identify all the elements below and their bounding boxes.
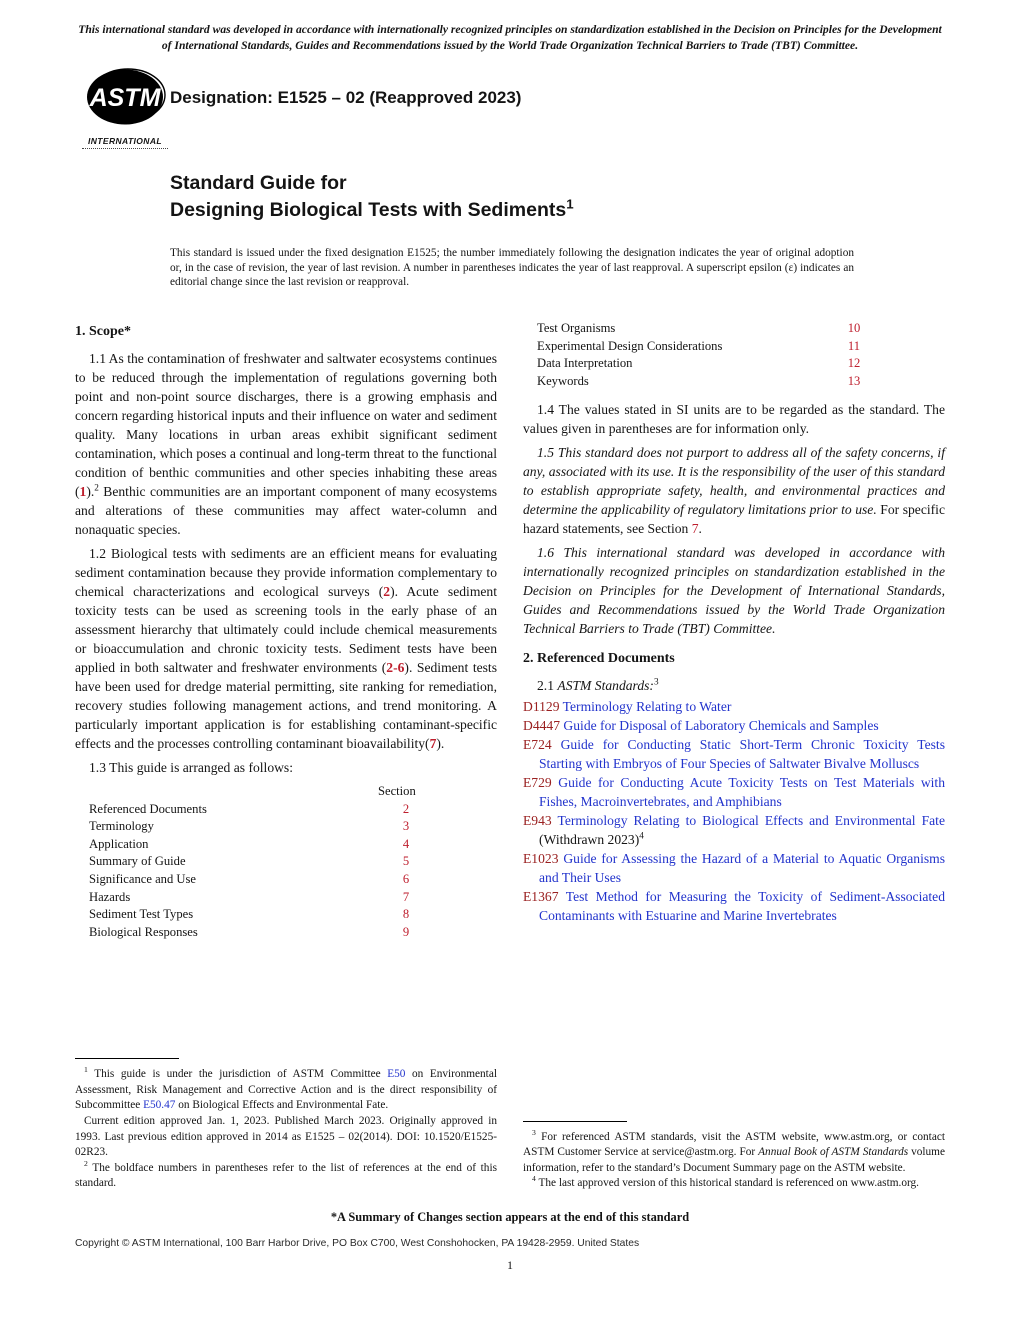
paragraph-1-4: 1.4 The values stated in SI units are to be regarded as the standard. The values given in parentheses are for information only. [523, 402, 945, 437]
title-line-1: Standard Guide for [170, 172, 347, 194]
toc-row [89, 801, 434, 819]
toc-section-link[interactable]: 11 [847, 338, 861, 353]
astm-logo [82, 68, 168, 149]
copyright-line: Copyright © ASTM International, 100 Barr Harbor Drive, PO Box C700, West Conshohocken, PA 19428-2959. United States [75, 1238, 640, 1249]
standard-link-E724[interactable]: E724 [523, 737, 552, 753]
footnote-1: $^1$ This guide is under the jurisdiction of ASTM Committee E50 on Environmental Assessment, Risk Management and Corrective Action and is the direct responsibility of Subcommittee E50.47 on Biological Effects and Environmental Fate. [75, 1065, 497, 1112]
toc-row [89, 924, 434, 942]
standard-item-E1023[interactable] [523, 849, 945, 887]
wto-notice: This international standard was developed in accordance with internationally recognized principles on standardization established in the Decision on Principles for the Development of International Standards, Guides and Recommendations issued by the World Trade Organization Technical Barriers to Trade (TBT) Committee. [78, 23, 942, 52]
astm-logo-subtext: INTERNATIONAL [82, 136, 168, 149]
toc-label: Biological Responses [89, 924, 198, 939]
toc-section-link[interactable]: 8 [402, 907, 410, 922]
left-column [75, 320, 497, 1192]
standard-link-D4447[interactable]: D4447 [523, 718, 561, 734]
toc-section-link[interactable]: 10 [847, 321, 861, 335]
reference-link-7[interactable]: 7 [429, 736, 437, 751]
standard-title-E1023[interactable]: Guide for Assessing the Hazard of a Material to Aquatic Organisms and Their Uses [539, 851, 945, 886]
toc-label: Application [89, 836, 149, 851]
guide-contents-table-continued [537, 320, 882, 390]
footnote-2: $^2$ The boldface numbers in parentheses refer to the list of references at the end of this standard. [75, 1159, 497, 1190]
paragraph-2-1: 2.1 ASTM Standards:$^3$ [537, 676, 659, 694]
standard-title-E1367[interactable]: Test Method for Measuring the Toxicity of Sediment-Associated Contaminants with Estuarine and Marine Invertebrates [539, 889, 945, 924]
footnote-divider [75, 1058, 179, 1059]
reference-link-1[interactable]: 1 [79, 484, 87, 499]
toc-row [89, 818, 434, 836]
toc-row [537, 373, 882, 391]
reference-link-2-6[interactable]: 2-6 [386, 660, 405, 675]
astm-standards-list [523, 697, 945, 925]
toc-label: Test Organisms [537, 321, 616, 335]
toc-section-link[interactable]: 12 [847, 356, 861, 371]
toc-label: Summary of Guide [89, 854, 186, 869]
standard-item-D4447[interactable] [523, 716, 945, 735]
standard-link-E1367[interactable]: E1367 [523, 889, 559, 905]
toc-label: Experimental Design Considerations [537, 338, 723, 353]
standard-item-E724[interactable] [523, 735, 945, 773]
referenced-documents-heading: 2. Referenced Documents [523, 651, 675, 667]
toc-section-link[interactable]: 13 [847, 373, 861, 388]
paragraph-1-5: 1.5 This standard does not purport to address all of the safety concerns, if any, associated with its use. It is the responsibility of the user of this standard to establish appropriate safety, health, and environmental practices and determine the applicability of regulatory limitations prior to use. For specific hazard statements, see Section 7. [523, 445, 945, 537]
standard-link-E943[interactable]: E943 [523, 813, 552, 829]
toc-section-link[interactable]: 4 [402, 836, 410, 851]
footnote-divider [523, 1121, 627, 1122]
toc-row [537, 320, 882, 338]
toc-label: Data Interpretation [537, 356, 633, 371]
astm-logo-text: ASTM [89, 84, 161, 112]
toc-header-row [89, 783, 434, 801]
guide-contents-table [89, 783, 434, 941]
section-link-7[interactable]: 7 [691, 521, 699, 537]
standard-title-D1129[interactable]: Terminology Relating to Water [562, 699, 732, 715]
toc-label: Hazards [89, 889, 131, 904]
toc-section-link[interactable]: 3 [402, 819, 410, 834]
toc-section-header: Section [378, 784, 416, 798]
right-column [523, 320, 945, 1192]
right-footnotes [523, 1121, 945, 1192]
toc-row [89, 871, 434, 889]
toc-label: Terminology [89, 819, 154, 834]
standard-link-E1023[interactable]: E1023 [523, 851, 559, 867]
issued-note: This standard is issued under the fixed designation E1525; the number immediately following the designation indicates the year of original adoption or, in the case of revision, the year of last revision. A number in parentheses indicates the year of last reapproval. A superscript epsilon (ε) indicates an editorial change since the last revision or reapproval. [170, 247, 854, 289]
toc-section-link[interactable]: 6 [402, 871, 410, 886]
standard-title-D4447[interactable]: Guide for Disposal of Laboratory Chemicals and Samples [563, 718, 879, 734]
toc-label: Sediment Test Types [89, 907, 194, 922]
standard-item-E729[interactable] [523, 773, 945, 811]
toc-label: Keywords [537, 373, 589, 388]
summary-of-changes-note: *A Summary of Changes section appears at the end of this standard [330, 1210, 690, 1224]
toc-row [89, 853, 434, 871]
standard-title-E729[interactable]: Guide for Conducting Acute Toxicity Tests on Test Materials with Fishes, Macroinvertebrates, and Amphibians [539, 775, 945, 810]
designation: Designation: E1525 – 02 (Reapproved 2023) [170, 88, 522, 107]
footnote-4: $^4$ The last approved version of this historical standard is referenced on www.astm.org. [532, 1174, 919, 1190]
footnote-3: $^3$ For referenced ASTM standards, visit the ASTM website, www.astm.org, or contact ASTM Customer Service at service@astm.org. For Annual Book of ASTM Standards volume information, refer to the standard’s Document Summary page on the ASTM website. [523, 1127, 945, 1174]
paragraph-1-1: 1.1 As the contamination of freshwater and saltwater ecosystems continues to be reduced through the implementation of regulations governing both point and non-point source discharges, there is a growing emphasis and concern regarding historical inputs and their influence on water and sediment quality. Many locations in urban areas exhibit significant sediment contamination, which poses a continual and long-term threat to the functional condition of benthic communities and other species inhabiting these areas (1).$^2$ Benthic communities are an important component of many ecosystems and alterations of these communities may affect water-column and nonaquatic species. [75, 351, 497, 537]
toc-row [89, 906, 434, 924]
toc-section-link[interactable]: 5 [402, 854, 410, 869]
toc-section-link[interactable]: 2 [402, 801, 410, 816]
standard-title-E724[interactable]: Guide for Conducting Static Short-Term Chronic Toxicity Tests Starting with Embryos of Four Species of Saltwater Bivalve Molluscs [539, 737, 945, 772]
standard-item-D1129[interactable] [523, 697, 945, 716]
standard-item-E943[interactable]: E943 Terminology Relating to Biological Effects and Environmental Fate (Withdrawn 2023)$^4$ [523, 813, 945, 848]
astm-logo-icon [84, 68, 166, 130]
document-title [170, 170, 870, 224]
title-line-2: Designing Biological Tests with Sediments$^1$ [170, 196, 574, 221]
two-column-body [75, 320, 945, 1192]
toc-section-link[interactable]: 9 [402, 924, 410, 939]
toc-row [89, 836, 434, 854]
toc-row [537, 355, 882, 373]
committee-link-E50[interactable]: E50 [387, 1068, 406, 1081]
subcommittee-link-E50-47[interactable]: E50.47 [143, 1099, 176, 1112]
toc-label: Significance and Use [89, 871, 197, 886]
toc-label: Referenced Documents [89, 801, 207, 816]
standard-link-E729[interactable]: E729 [523, 775, 552, 791]
toc-section-link[interactable]: 7 [402, 889, 410, 904]
toc-row [89, 889, 434, 907]
paragraph-1-3: 1.3 This guide is arranged as follows: [89, 760, 293, 775]
standard-item-E1367[interactable] [523, 887, 945, 925]
standard-link-D1129[interactable]: D1129 [523, 699, 560, 715]
standard-title-E943[interactable]: Terminology Relating to Biological Effects and Environmental Fate [557, 813, 945, 829]
toc-row [537, 338, 882, 356]
paragraph-1-6: 1.6 This international standard was developed in accordance with internationally recognized principles on standardization established in the Decision on Principles for the Development of International Standards, Guides and Recommendations issued by the World Trade Organization Technical Barriers to Trade (TBT) Committee. [523, 545, 945, 637]
page-number: 1 [507, 1258, 513, 1272]
paragraph-1-2: 1.2 Biological tests with sediments are an efficient means for evaluating sediment contamination because they provide information complementary to chemical characterizations and ecological surveys (2). Acute sediment toxicity tests can be used as screening tools in the early phase of an assessment hierarchy that ultimately could include chemical measurements or bioaccumulation and chronic toxicity tests. Sediment tests have been applied in both saltwater and freshwater environments (2-6). Sediment tests have been used for dredge material permitting, site ranking for remediation, recovery studies following management actions, and trend monitoring. A particularly important application is for establishing contaminant-specific effects and the processes controlling contaminant bioavailability(7). [75, 546, 498, 751]
left-footnotes [75, 1058, 497, 1192]
reference-link-2[interactable]: 2 [383, 584, 391, 599]
footnote-edition: Current edition approved Jan. 1, 2023. Published March 2023. Originally approved in 1993. Last previous edition approved in 2014 as E1525 – 02(2014). DOI: 10.1520/E1525-02R23. [75, 1115, 497, 1159]
scope-heading: 1. Scope* [75, 324, 131, 339]
